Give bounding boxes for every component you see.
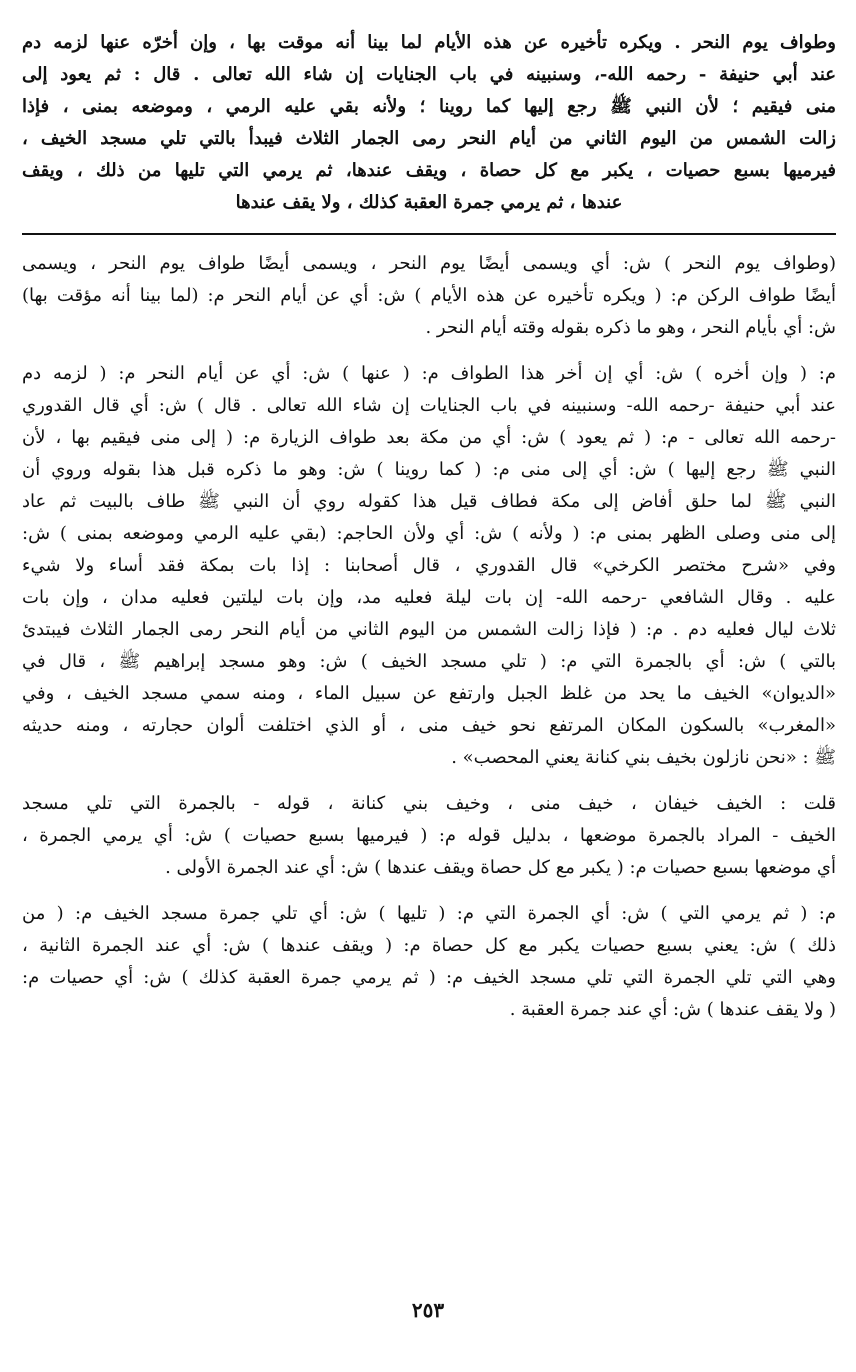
commentary-line: وفي «شرح مختصر الكرخي» قال القدوري ، قال أصحابنا : إذا بات بمكة فقد أساء ولا شيء — [22, 555, 836, 576]
page-body — [22, 27, 836, 1040]
main-text-line: عند أبي حنيفة - رحمه الله-، وسنبينه في باب الجنايات إن شاء الله تعالى . قال : ثم يعود إلى — [22, 64, 836, 85]
commentary-line: ثلاث ليال فعليه دم . م: ( فإذا زالت الشمس من اليوم الثاني من أيام النحر رمى الجمار الثلاث فيبتدئ — [22, 619, 836, 640]
main-text-line: منى فيقيم ؛ لأن النبي ﷺ رجع إليها كما روينا ؛ ولأنه بقي عليه الرمي ، وموضعه بمنى ، فإذا — [22, 96, 836, 117]
commentary-line: بالتي ) ش: أي بالجمرة التي م: ( تلي مسجد الخيف ) ش: وهو مسجد إبراهيم ﷺ ، قال في — [22, 651, 836, 672]
commentary-line: ﷺ : «نحن نازلون بخيف بني كنانة يعني المحصب» . — [451, 747, 836, 768]
commentary-line: م: ( وإن أخره ) ش: أي إن أخر هذا الطواف م: ( عنها ) ش: أي عن أيام النحر م: ( لزمه دم — [22, 363, 836, 384]
divider-rule — [22, 233, 836, 235]
main-text-line: وطواف يوم النحر . ويكره تأخيره عن هذه الأيام لما بينا أنه موقت بها ، وإن أخرّه عنها لزمه دم — [22, 32, 836, 53]
commentary-line: قلت : الخيف خيفان ، خيف منى ، وخيف بني كنانة ، قوله - بالجمرة التي تلي مسجد — [22, 793, 837, 814]
main-text — [22, 27, 836, 219]
commentary-line: النبي ﷺ لما حلق أفاض إلى مكة فطاف قيل هذا كقوله روي أن النبي ﷺ طاف بالبيت ثم عاد — [22, 491, 836, 512]
commentary-line: أي موضعها بسبع حصيات م: ( يكبر مع كل حصاة ويقف عندها ) ش: أي عند الجمرة الأولى . — [165, 857, 836, 878]
commentary-line: «المغرب» بالسكون المكان المرتفع نحو خيف منى ، أو الذي اختلفت ألوان حجارته ، ومنه حديثه — [22, 715, 836, 736]
commentary-line: النبي ﷺ رجع إليها ) ش: أي إلى منى م: ( كما روينا ) ش: وهو ما ذكره قبل هذا بقوله وروي أن — [22, 459, 836, 480]
commentary-line: م: ( ثم يرمي التي ) ش: أي الجمرة التي م: ( تليها ) ش: أي تلي جمرة مسجد الخيف م: ( من — [22, 903, 836, 924]
main-text-line: عندها ، ثم يرمي جمرة العقبة كذلك ، ولا يقف عندها — [235, 192, 623, 213]
commentary-paragraph — [22, 248, 836, 344]
commentary-line: عند أبي حنيفة -رحمه الله- وسنبينه في باب الجنايات إن شاء الله تعالى . قال ) ش: أي قال القدوري — [22, 395, 836, 416]
main-text-line: زالت الشمس من اليوم الثاني من أيام النحر رمى الجمار الثلاث فيبدأ بالتي تلي مسجد الخيف ، — [22, 128, 836, 149]
commentary-line: عليه . وقال الشافعي -رحمه الله- إن بات ليلة فعليه مد، وإن بات ليلتين فعليه مدان ، وإن بات — [22, 587, 836, 608]
page-number: ٢٥٣ — [411, 1298, 445, 1322]
main-text-line: فيرميها بسبع حصيات ، يكبر مع كل حصاة ، ويقف عندها، ثم يرمي التي تليها من ذلك ، ويقف — [22, 160, 836, 181]
commentary-line: ش: أي بأيام النحر ، وهو ما ذكره بقوله وقته أيام النحر . — [425, 317, 836, 338]
commentary-line: -رحمه الله تعالى - م: ( ثم يعود ) ش: أي من مكة بعد طواف الزيارة م: ( إلى منى فيقيم بها ، لأن — [22, 427, 836, 448]
commentary-line: «الديوان» الخيف ما يحد من غلظ الجبل وارتفع عن سبيل الماء ، ومنه سمي مسجد الخيف ، وفي — [22, 683, 836, 704]
commentary — [22, 248, 836, 1026]
commentary-line: (وطواف يوم النحر ) ش: أي ويسمى أيضًا يوم النحر ، ويسمى أيضًا طواف يوم النحر ، ويسمى — [22, 253, 836, 274]
commentary-paragraph — [22, 358, 836, 774]
commentary-paragraph — [22, 898, 836, 1026]
commentary-line: الخيف - المراد بالجمرة موضعها ، بدليل قوله م: ( فيرميها بسبع حصيات ) ش: أي يرمي الجمرة ، — [22, 825, 836, 846]
commentary-line: إلى منى وصلى الظهر بمنى م: ( ولأنه ) ش: أي ولأن الحاجم: (بقي عليه الرمي وموضعه بمنى ) ش: — [22, 523, 836, 544]
commentary-line: ( ولا يقف عندها ) ش: أي عند جمرة العقبة . — [509, 999, 836, 1020]
commentary-line: وهي التي تلي الجمرة التي تلي مسجد الخيف م: ( ثم يرمي جمرة العقبة كذلك ) ش: أي حصيات م: — [22, 967, 836, 988]
commentary-paragraph — [22, 788, 836, 884]
commentary-line: أيضًا طواف الركن م: ( ويكره تأخيره عن هذه الأيام ) ش: أي عن أيام النحر م: (لما بينا أنه مؤقت بها) — [22, 285, 836, 306]
commentary-line: ذلك ) ش: يعني بسبع حصيات يكبر مع كل حصاة م: ( ويقف عندها ) ش: أي عند الجمرة الثانية ، — [22, 935, 836, 956]
